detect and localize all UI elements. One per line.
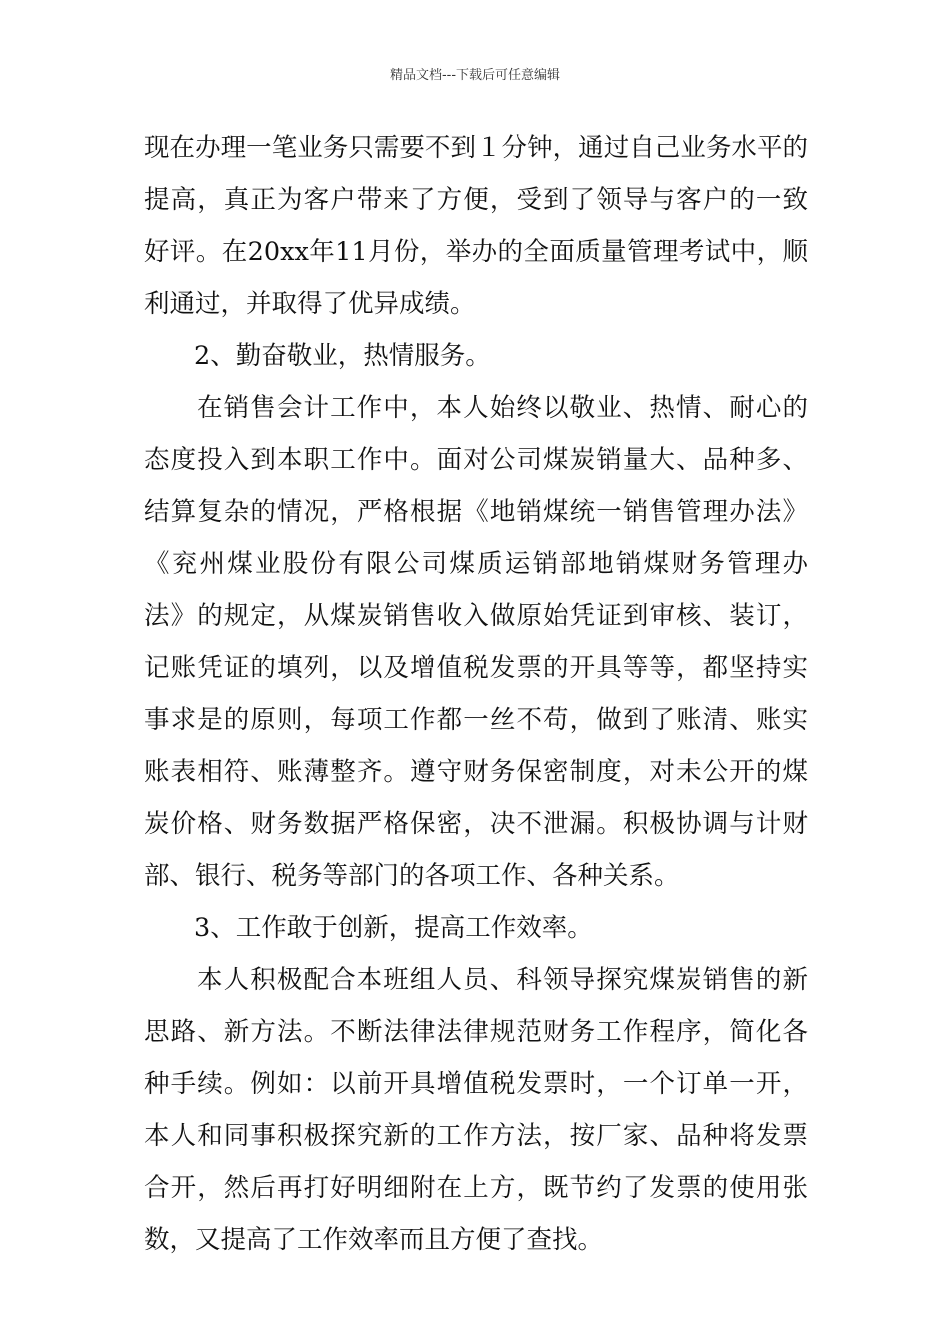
text-line: 法》的规定，从煤炭销售收入做原始凭证到审核、装订， (144, 601, 808, 631)
text-line: 事求是的原则，每项工作都一丝不苟，做到了账清、账实 (144, 705, 808, 735)
text-line: 记账凭证的填列，以及增值税发票的开具等等，都坚持实 (144, 653, 808, 683)
text-line: 结算复杂的情况，严格根据《地销煤统一销售管理办法》 (144, 497, 808, 527)
text-line: 炭价格、财务数据严格保密，决不泄漏。积极协调与计财 (144, 809, 808, 839)
paragraph-first-line: 在销售会计工作中，本人始终以敬业、热情、耐心的 (197, 393, 808, 423)
text-line: 《兖州煤业股份有限公司煤质运销部地销煤财务管理办 (144, 549, 808, 579)
text-line: 利通过，并取得了优异成绩。 (144, 289, 476, 319)
text-line: 态度投入到本职工作中。面对公司煤炭销量大、品种多、 (144, 445, 808, 475)
text-line: 合开，然后再打好明细附在上方，既节约了发票的使用张 (144, 1173, 808, 1203)
text-line: 账表相符、账薄整齐。遵守财务保密制度，对未公开的煤 (144, 757, 808, 787)
text-line: 提高，真正为客户带来了方便，受到了领导与客户的一致 (144, 185, 808, 215)
paragraph-first-line: 本人积极配合本班组人员、科领导探究煤炭销售的新 (197, 965, 808, 995)
document-body (144, 122, 808, 1266)
text-line: 种手续。例如：以前开具增值税发票时，一个订单一开， (144, 1069, 808, 1099)
text-line: 本人和同事积极探究新的工作方法，按厂家、品种将发票 (144, 1121, 808, 1151)
text-line: 好评。在20xx年11月份，举办的全面质量管理考试中，顺 (144, 237, 808, 267)
section-heading: 3、工作敢于创新，提高工作效率。 (194, 913, 593, 943)
text-line: 现在办理一笔业务只需要不到１分钟，通过自己业务水平的 (144, 133, 808, 163)
page-header-watermark: 精品文档---下载后可任意编辑 (389, 68, 561, 83)
section-heading: 2、勤奋敬业，热情服务。 (194, 341, 491, 371)
text-line: 思路、新方法。不断法律法律规范财务工作程序，简化各 (144, 1017, 808, 1047)
text-line: 部、银行、税务等部门的各项工作、各种关系。 (144, 861, 680, 891)
text-line: 数，又提高了工作效率而且方便了查找。 (144, 1225, 604, 1255)
